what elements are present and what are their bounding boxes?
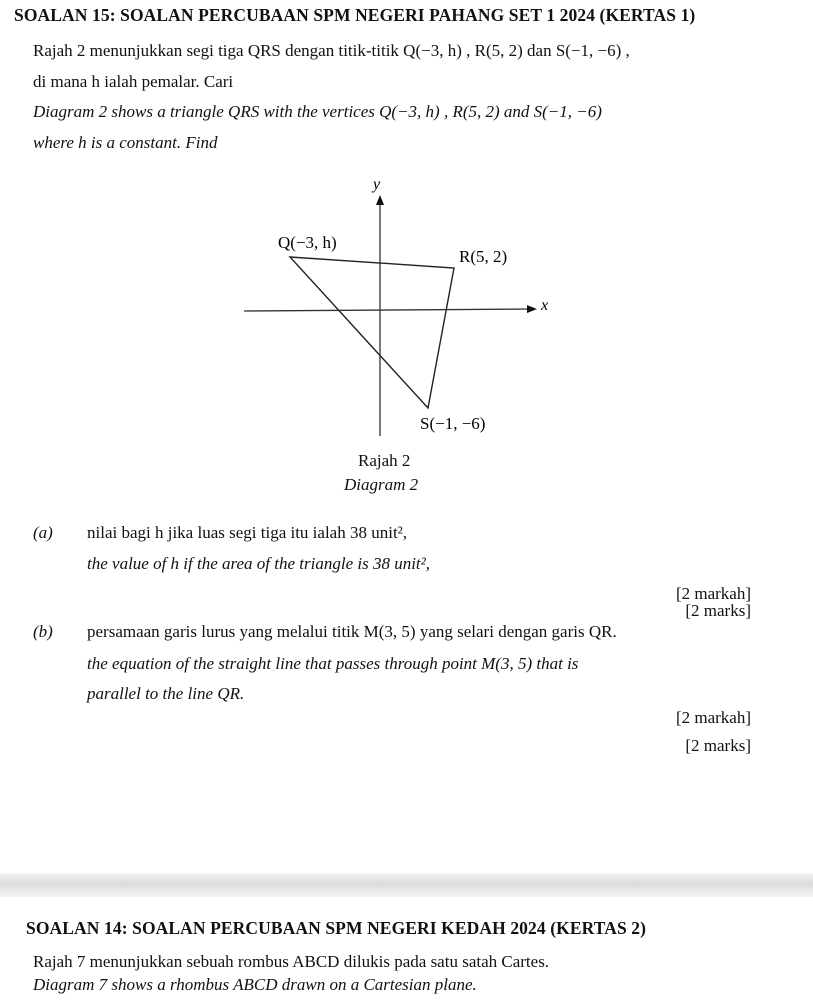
part-a-label: (a) xyxy=(33,523,53,542)
intro-en-line2: where h is a constant. Find xyxy=(33,133,218,152)
label-q: Q(−3, h) xyxy=(278,233,337,252)
triangle-qrs xyxy=(290,257,454,408)
section2-intro-ms: Rajah 7 menunjukkan sebuah rombus ABCD dilukis pada satu satah Cartes. xyxy=(33,952,550,971)
section1-title: SOALAN 15: SOALAN PERCUBAAN SPM NEGERI PAHANG SET 1 2024 (KERTAS 1) xyxy=(14,5,696,25)
part-b-marks-en: [2 marks] xyxy=(685,736,751,755)
x-axis-label: x xyxy=(541,297,549,314)
label-r: R(5, 2) xyxy=(459,247,508,266)
part-b-marks-ms: [2 markah] xyxy=(675,708,751,727)
intro-en-line1: Diagram 2 shows a triangle QRS with the vertices Q(−3, h) , R(5, 2) and S(−1, −6) xyxy=(33,102,602,121)
part-b-text-en-line1: the equation of the straight line that passes through point M(3, 5) that is xyxy=(87,654,579,673)
part-b-text-en-line2: parallel to the line QR. xyxy=(87,684,245,703)
section2-title: SOALAN 14: SOALAN PERCUBAAN SPM NEGERI KEDAH 2024 (KERTAS 2) xyxy=(26,918,647,938)
intro-ms-line2: di mana h ialah pemalar. Cari xyxy=(33,72,234,91)
part-b-label: (b) xyxy=(33,622,53,641)
part-a-marks-ms: [2 markah] xyxy=(675,584,751,603)
caption-ms: Rajah 2 xyxy=(358,451,411,470)
section2-intro-en: Diagram 7 shows a rhombus ABCD drawn on a Cartesian plane. xyxy=(33,975,477,994)
caption-en: Diagram 2 xyxy=(344,475,419,494)
x-axis xyxy=(244,309,535,311)
triangle-diagram xyxy=(0,0,813,500)
y-axis-label: y xyxy=(373,176,381,193)
part-a-text-ms: nilai bagi h jika luas segi tiga itu ialah 38 unit², xyxy=(87,523,408,542)
part-b-text-ms: persamaan garis lurus yang melalui titik M(3, 5) yang selari dengan garis QR. xyxy=(87,622,617,641)
intro-ms-line1: Rajah 2 menunjukkan segi tiga QRS dengan titik-titik Q(−3, h) , R(5, 2) dan S(−1, −6) , xyxy=(33,41,630,60)
part-a-text-en: the value of h if the area of the triangle is 38 unit², xyxy=(87,554,431,573)
label-s: S(−1, −6) xyxy=(420,414,486,433)
part-a-marks-en: [2 marks] xyxy=(685,601,751,620)
page-separator xyxy=(0,873,813,897)
